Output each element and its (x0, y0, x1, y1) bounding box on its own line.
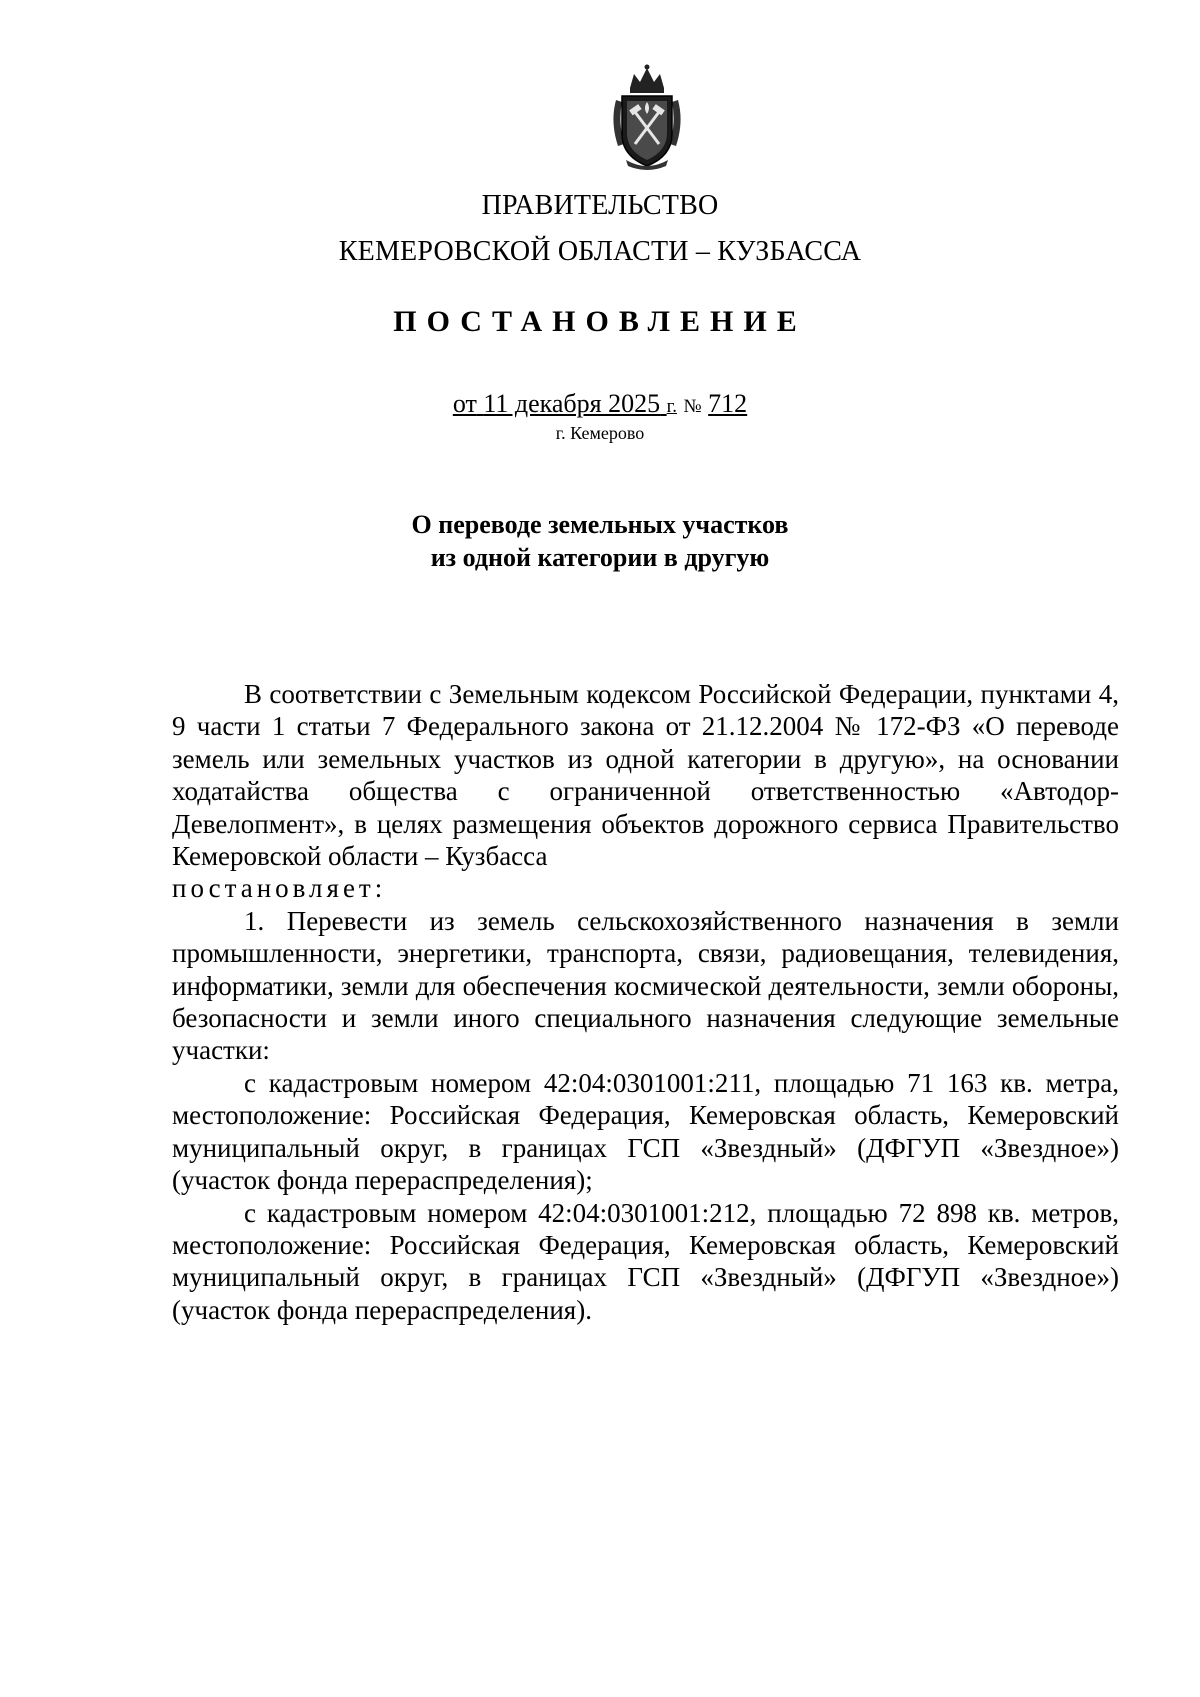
government-name-line1: ПРАВИТЕЛЬСТВО (481, 190, 719, 221)
title-line1: О переводе земельных участков (411, 510, 789, 539)
document-number: 712 (708, 389, 748, 418)
issue-city: г. Кемерово (555, 423, 645, 443)
document-title (0, 508, 1200, 574)
document-type: ПОСТАНОВЛЕНИЕ (393, 305, 807, 338)
year-suffix: г. (666, 396, 678, 417)
plot-1-paragraph: с кадастровым номером 42:04:0301001:211, площадью 71 163 кв. метра, местоположение: Российская Федерация, Кемеровская область, Кемеровский муниципальный округ, в границах ГСП «Звездный» (ДФГУП «Звездное») (участок фонда перераспределения); (172, 1067, 1119, 1196)
title-line2: из одной категории в другую (430, 543, 770, 572)
resolves-word: постановляет: (172, 873, 387, 904)
date-prefix: от (452, 389, 477, 418)
number-label: № (683, 396, 702, 417)
document-date: 11 декабря 2025 (483, 389, 661, 418)
document-body (172, 678, 1119, 1326)
plot-2-paragraph: с кадастровым номером 42:04:0301001:212, площадью 72 898 кв. метров, местоположение: Российская Федерация, Кемеровская область, Кемеровский муниципальный округ, в границах ГСП «Звездный» (ДФГУП «Звездное») (участок фонда перераспределения). (172, 1197, 1119, 1325)
government-name-line2: КЕМЕРОВСКОЙ ОБЛАСТИ – КУЗБАССА (338, 236, 862, 267)
coat-of-arms-icon (608, 62, 686, 172)
preamble-paragraph: В соответствии с Земельным кодексом Российской Федерации, пунктами 4, 9 части 1 статьи 7 Федерального закона от 21.12.2004 № 172-ФЗ «О переводе земель или земельных участков из одной категории в другую», на основании ходатайства общества с ограниченной ответственностью «Автодор-Девелопмент», в целях размещения объектов дорожного сервиса Правительство Кемеровской области – Кузбасса (172, 679, 1119, 872)
date-number-line (0, 388, 1200, 423)
item-1-paragraph: 1. Перевести из земель сельскохозяйственного назначения в земли промышленности, энергетики, транспорта, связи, радиовещания, телевидения, информатики, земли для обеспечения космической деятельности, земли обороны, безопасности и земли иного специального назначения следующие земельные участки: (172, 905, 1119, 1066)
